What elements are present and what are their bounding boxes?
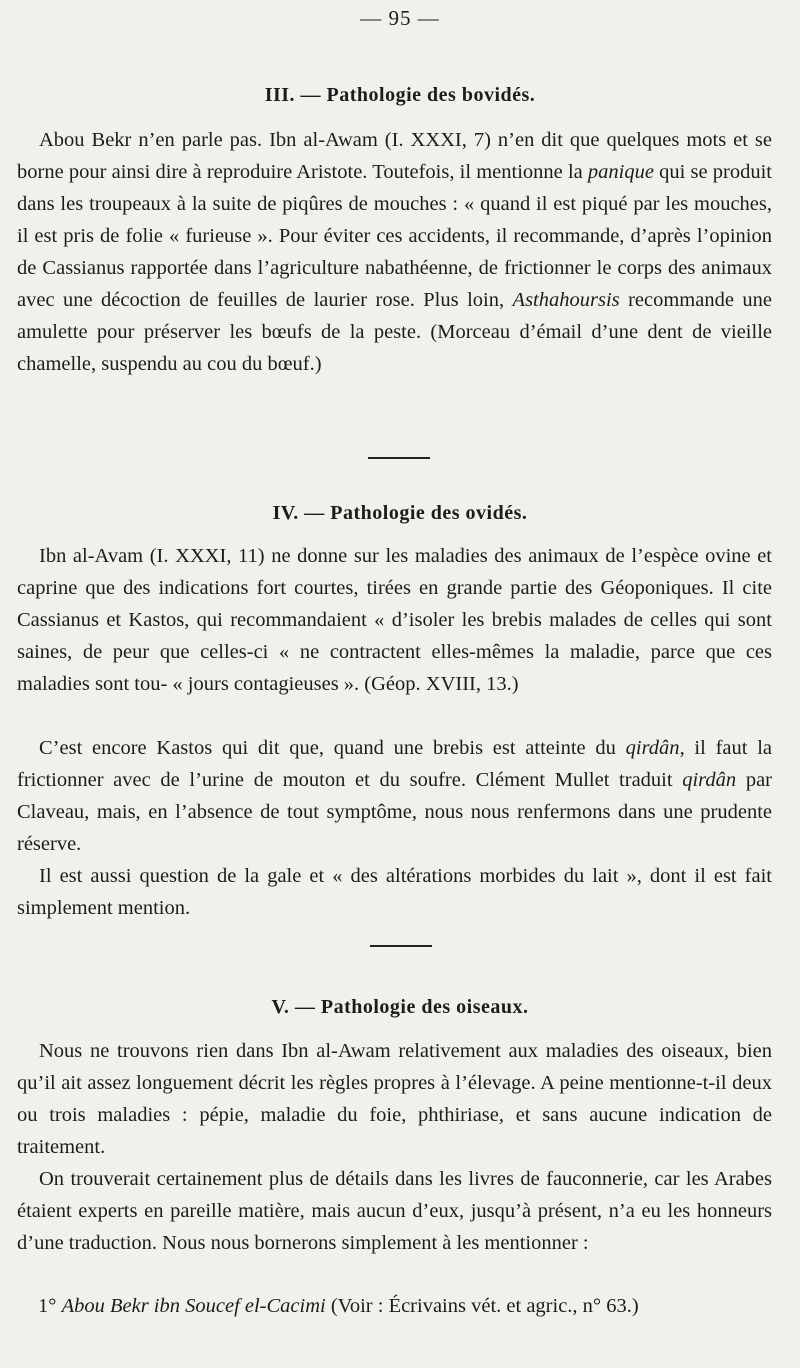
emphasis-asthahoursis: Asthahoursis — [512, 289, 620, 311]
paragraph-ovides-2: C’est encore Kastos qui dit que, quand une brebis est atteinte du qirdân, il faut la frictionner avec de l’urine de mouton et du soufre. Clément Mullet traduit qirdân par Claveau, mais, en l’absence de tout symptôme, nous nous renfermons dans une prudente réserve. — [17, 737, 772, 855]
paragraph-oiseaux-2: On trouverait certainement plus de détails dans les livres de fauconnerie, car les Arabes étaient experts en pareille matière, mais aucun d’eux, jusqu’à présent, n’a eu les honneurs d’une traduction. Nous nous bornerons simplement à les mentionner : — [17, 1168, 772, 1254]
author-name: Abou Bekr ibn Soucef el-Cacimi — [61, 1295, 326, 1317]
emphasis-panique: panique — [587, 161, 654, 183]
section-heading-bovides: III. — Pathologie des bovidés. — [264, 84, 536, 106]
paragraph-ovides-1: Ibn al-Avam (I. XXXI, 11) ne donne sur les maladies des animaux de l’espèce ovine et caprine que des indications fort courtes, tirées en grande partie des Géoponiques. Il cite Cassianus et Kastos, qui recommandaient « d’isoler les brebis malades de celles qui sont saines, de peur que celles-ci « ne contractent elles-mêmes la maladie, parce que ces maladies sont tou- « jours contagieuses ». (Géop. XVIII, 13.) — [17, 545, 772, 695]
section-divider — [368, 457, 430, 459]
emphasis-qirdan: qirdân — [625, 737, 680, 759]
section-heading-oiseaux: V. — Pathologie des oiseaux. — [271, 996, 529, 1018]
page-number: — 95 — — [360, 6, 440, 30]
reference: (Voir : Écrivains vét. et agric., n° 63.) — [330, 1295, 639, 1317]
list-item-number: 1° — [38, 1295, 57, 1317]
emphasis-qirdan-2: qirdân — [682, 769, 737, 791]
section-heading-ovides: IV. — Pathologie des ovidés. — [272, 502, 528, 524]
paragraph-bovides: Abou Bekr n’en parle pas. Ibn al-Awam (I. XXXI, 7) n’en dit que quelques mots et se borne pour ainsi dire à reproduire Aristote. Toutefois, il mentionne la panique qui se produit dans les troupeaux à la suite de piqûres de mouches : « quand il est piqué par les mouches, il est pris de folie « furieuse ». Pour éviter ces accidents, il recommande, d’après l’opinion de Cassianus rapportée dans l’agriculture nabathéenne, de frictionner le corps des animaux avec une décoction de feuilles de laurier rose. Plus loin, Asthahoursis recommande une amulette pour préserver les bœufs de la peste. (Morceau d’émail d’une dent de vieille chamelle, suspendu au cou du bœuf.) — [17, 129, 772, 375]
paragraph-ovides-3: Il est aussi question de la gale et « des altérations morbides du lait », dont il est fait simplement mention. — [17, 865, 772, 919]
section-divider — [370, 945, 432, 947]
paragraph-oiseaux-1: Nous ne trouvons rien dans Ibn al-Awam relativement aux maladies des oiseaux, bien qu’il ait assez longuement décrit les règles propres à l’élevage. A peine mentionne-t-il deux ou trois maladies : pépie, maladie du foie, phthiriase, et sans aucune indication de traitement. — [17, 1040, 772, 1158]
list-item — [38, 1290, 778, 1322]
